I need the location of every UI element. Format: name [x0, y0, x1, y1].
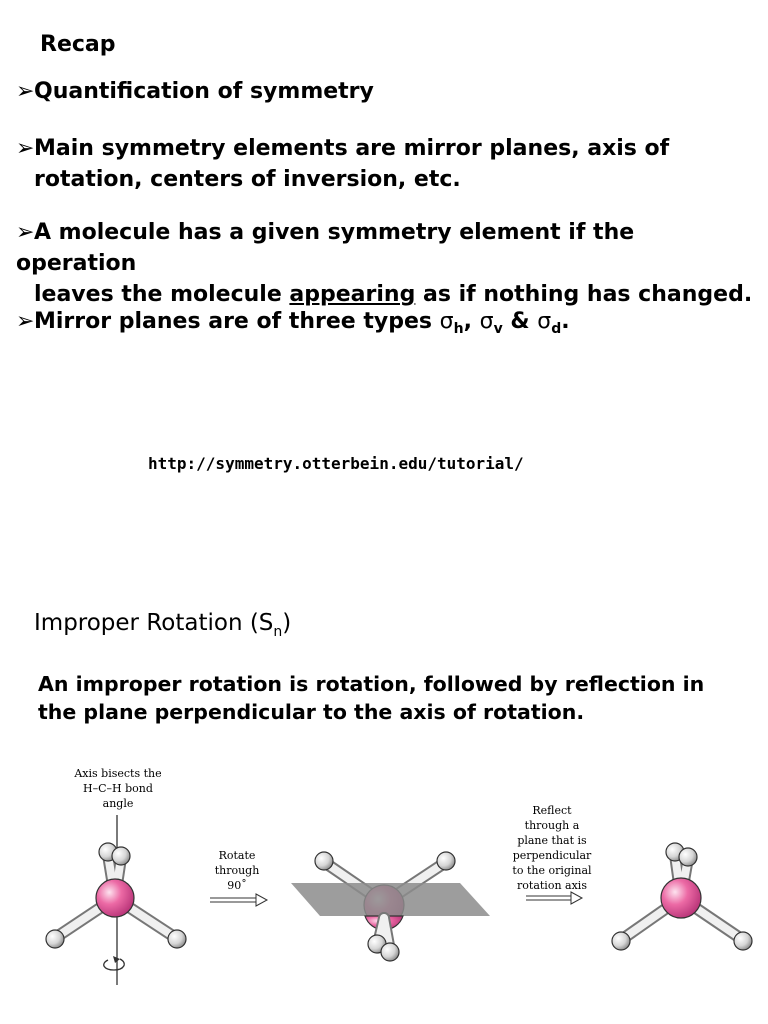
title-text: ) [282, 610, 292, 636]
title-subscript: n [273, 624, 283, 640]
caption-line: perpendicular [512, 849, 592, 862]
rotation-arrow-icon [104, 959, 125, 970]
arrow-bullet-icon: ➢ [16, 309, 35, 334]
separator: , [463, 309, 480, 334]
hydrogen-atom [112, 847, 130, 865]
separator: & [502, 309, 538, 334]
period: . [561, 309, 570, 334]
hydrogen-atom [315, 852, 333, 870]
carbon-atom [661, 878, 701, 918]
molecule-rotated [291, 852, 490, 961]
sigma-symbol: σ [439, 309, 454, 334]
mirror-plane [291, 883, 490, 916]
tutorial-url-link[interactable]: http://symmetry.otterbein.edu/tutorial/ [148, 454, 524, 473]
sigma-symbol: σ [537, 309, 552, 334]
recap-title: Recap [40, 32, 116, 57]
hydrogen-atom [168, 930, 186, 948]
bullet-text: Main symmetry elements are mirror planes, axis of [34, 136, 670, 161]
hydrogen-atom [437, 852, 455, 870]
title-text: Improper Rotation (S [34, 610, 274, 636]
carbon-atom [96, 879, 134, 917]
process-arrow-icon [210, 894, 267, 906]
hydrogen-atom [46, 930, 64, 948]
subscript-v: v [493, 321, 503, 337]
arrow-bullet-icon: ➢ [16, 136, 35, 161]
arrow-bullet-icon: ➢ [16, 79, 35, 104]
hydrogen-atom [734, 932, 752, 950]
caption-line: 90˚ [227, 879, 247, 892]
definition-line: An improper rotation is rotation, followed by reflection in [38, 672, 705, 696]
caption-line: Rotate [218, 849, 256, 862]
bullet-text: A molecule has a given symmetry element if the operation [16, 220, 635, 276]
underlined-word: appearing [289, 282, 416, 307]
caption-line: H–C–H bond [83, 782, 153, 795]
bullet-text: Mirror planes are of three types [34, 309, 440, 334]
caption-line: through a [524, 819, 580, 832]
caption-line: Axis bisects the [74, 767, 162, 780]
caption-line: angle [102, 797, 134, 810]
text-segment: leaves the molecule [34, 282, 290, 307]
hydrogen-atom [612, 932, 630, 950]
process-arrow-icon [526, 892, 582, 904]
arrow-bullet-icon: ➢ [16, 220, 35, 245]
bullet-text-continued: rotation, centers of inversion, etc. [34, 167, 461, 192]
hydrogen-atom [381, 943, 399, 961]
hydrogen-atom [679, 848, 697, 866]
caption-line: rotation axis [517, 879, 587, 892]
sigma-symbol: σ [479, 309, 494, 334]
subscript-d: d [551, 321, 562, 337]
caption-line: through [214, 864, 260, 877]
molecule-reflected [612, 843, 752, 950]
subscript-h: h [453, 321, 464, 337]
caption-line: plane that is [517, 834, 587, 847]
text-segment: as if nothing has changed. [415, 282, 753, 307]
definition-line: the plane perpendicular to the axis of rotation. [38, 700, 585, 724]
caption-line: to the original [512, 864, 592, 877]
caption-line: Reflect [532, 804, 572, 817]
molecule-initial [46, 815, 186, 985]
bullet-text: Quantification of symmetry [34, 79, 374, 104]
